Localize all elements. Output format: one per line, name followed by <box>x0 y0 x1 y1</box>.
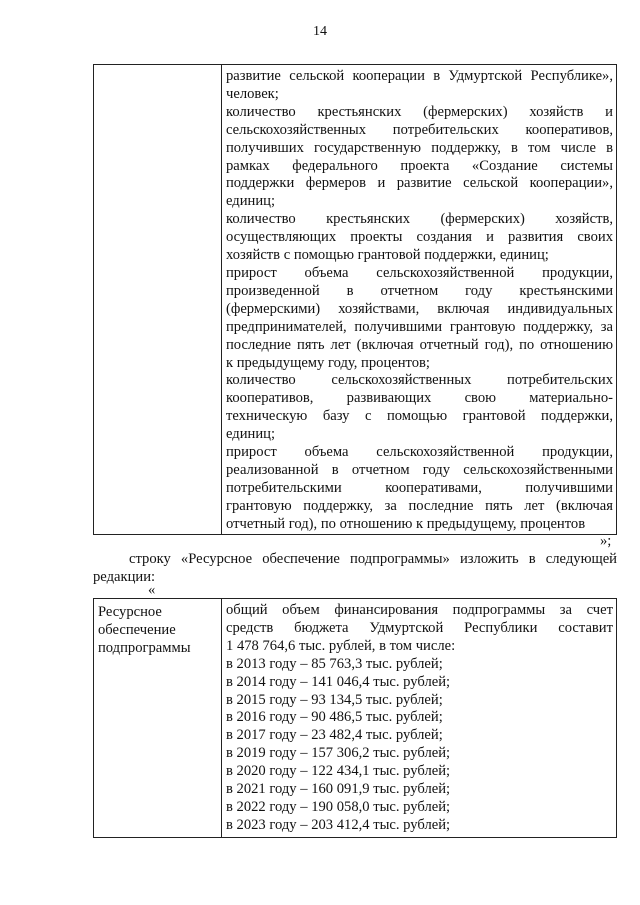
text-line: количество сельскохозяйственных потребительских <box>226 372 613 389</box>
funding-label-cell <box>94 599 222 838</box>
funding-label-line: подпрограммы <box>98 639 191 656</box>
text-line: в 2014 году – 141 046,4 тыс. рублей; <box>226 673 451 690</box>
text-line: поддержки фермеров и развитие сельской кооперации», <box>226 175 613 192</box>
text-line: в 2015 году – 93 134,5 тыс. рублей; <box>226 691 443 708</box>
text-line: человек; <box>226 85 279 102</box>
text-line: средств бюджета Удмуртской Республики составит <box>226 619 613 636</box>
amendment-paragraph <box>93 550 617 586</box>
text-line: техническую базу с помощью грантовой поддержки, <box>226 408 613 425</box>
text-line: (фермерскими) хозяйствами, включая индивидуальных <box>226 300 613 317</box>
text-line: в 2016 году – 90 486,5 тыс. рублей; <box>226 709 443 726</box>
closing-quote: »; <box>600 533 612 549</box>
text-line: в 2017 году – 23 482,4 тыс. рублей; <box>226 727 443 744</box>
text-line: хозяйств с помощью грантовой поддержки, единиц; <box>226 247 549 264</box>
funding-label-line: обеспечение <box>98 621 176 638</box>
text-line: последние пять лет (включая отчетный год), по отношению <box>226 336 613 353</box>
text-line: кооперативов, развивающих свою материально- <box>226 390 613 407</box>
text-line: произведенной в отчетном году крестьянскими <box>226 282 613 299</box>
text-line: к предыдущему году, процентов; <box>226 354 430 371</box>
text-line: в 2019 году – 157 306,2 тыс. рублей; <box>226 745 451 762</box>
text-line: 1 478 764,6 тыс. рублей, в том числе: <box>226 637 456 654</box>
funding-label-line: Ресурсное <box>98 604 162 620</box>
indicators-text-cell <box>222 65 617 535</box>
text-line: в 2020 году – 122 434,1 тыс. рублей; <box>226 763 451 780</box>
indicators-table <box>93 64 617 535</box>
text-line: в 2013 году – 85 763,3 тыс. рублей; <box>226 655 443 672</box>
indicators-label-cell <box>94 65 222 535</box>
text-line: отчетный год), по отношению к предыдущему, процентов <box>226 515 586 532</box>
text-line: общий объем финансирования подпрограммы за счет <box>226 602 613 618</box>
funding-table <box>93 598 617 838</box>
funding-text-cell <box>222 599 617 838</box>
opening-quote: « <box>148 582 156 598</box>
text-line: предпринимателей, получившими грантовую поддержку, за <box>226 318 613 335</box>
text-line: получивших государственную поддержку, в том числе в <box>226 139 613 156</box>
text-line: в 2023 году – 203 412,4 тыс. рублей; <box>226 816 451 833</box>
funding-text <box>222 599 616 835</box>
text-line: грантовую поддержку, за последние пять лет (включая <box>226 497 613 514</box>
text-line: развитие сельской кооперации в Удмуртской Республике», <box>226 68 613 84</box>
text-line: в 2021 году – 160 091,9 тыс. рублей; <box>226 781 451 798</box>
amendment-line-2: редакции: <box>93 569 156 585</box>
text-line: осуществляющих проекты создания и развития своих <box>226 229 613 246</box>
text-line: потребительскими кооперативами, получившими <box>226 479 613 496</box>
text-line: прирост объема сельскохозяйственной продукции, <box>226 444 613 461</box>
amendment-line-1: строку «Ресурсное обеспечение подпрограммы» изложить в следующей <box>129 551 617 567</box>
text-line: количество крестьянских (фермерских) хозяйств и <box>226 103 613 120</box>
text-line: рамках федерального проекта «Создание системы <box>226 157 613 174</box>
text-line: количество крестьянских (фермерских) хозяйств, <box>226 211 613 228</box>
text-line: единиц; <box>226 426 276 443</box>
indicators-text <box>222 65 616 534</box>
text-line: прирост объема сельскохозяйственной продукции, <box>226 264 613 281</box>
text-line: в 2022 году – 190 058,0 тыс. рублей; <box>226 798 451 815</box>
text-line: реализованной в отчетном году сельскохозяйственными <box>226 461 613 478</box>
page-number: 14 <box>313 24 327 39</box>
text-line: сельскохозяйственных потребительских кооперативов, <box>226 121 613 138</box>
text-line: единиц; <box>226 193 276 210</box>
funding-label <box>94 599 221 658</box>
